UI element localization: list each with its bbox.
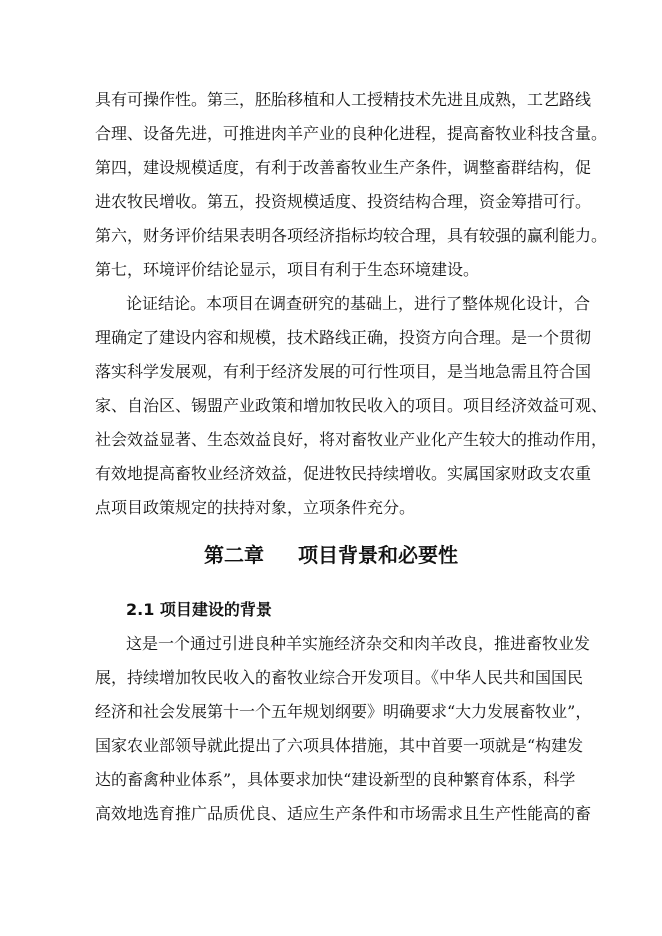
- text-line: 经济和社会发展第十一个五年规划纲要》明确要求“大力发展畜牧业”，: [95, 702, 592, 721]
- text-line: 国家农业部领导就此提出了六项具体措施，其中首要一项就是“构建发: [95, 736, 584, 755]
- section-heading: 2.1 项目建设的背景: [126, 600, 272, 619]
- text-line: 第七，环境评价结论显示，项目有利于生态环境建设。: [95, 260, 480, 279]
- text-line: 这是一个通过引进良种羊实施经济杂交和肉羊改良，推进畜牧业发: [126, 634, 591, 653]
- text-line: 具有可操作性。第三，胚胎移植和人工授精技术先进且成熟，工艺路线: [95, 90, 592, 109]
- text-line: 高效地选育推广品质优良、适应生产条件和市场需求且生产性能高的畜: [95, 804, 592, 823]
- text-line: 论证结论。本项目在调查研究的基础上，进行了整体规化设计，合: [126, 294, 591, 313]
- chapter-heading: [0, 542, 662, 568]
- text-line: 落实科学发展观，有利于经济发展的可行性项目，是当地急需且符合国: [95, 362, 592, 381]
- chapter-title: 项目背景和必要性: [298, 543, 458, 567]
- text-line: 合理、设备先进，可推进肉羊产业的良种化进程，提高畜牧业科技含量。: [95, 124, 608, 143]
- text-line: 社会效益显著、生态效益良好，将对畜牧业产业化产生较大的推动作用，: [95, 430, 608, 449]
- text-line: 第四，建设规模适度，有利于改善畜牧业生产条件，调整畜群结构，促: [95, 158, 592, 177]
- text-line: 家、自治区、锡盟产业政策和增加牧民收入的项目。项目经济效益可观、: [95, 396, 608, 415]
- text-line: 点项目政策规定的扶持对象，立项条件充分。: [95, 498, 416, 517]
- chapter-number: 第二章: [204, 543, 264, 567]
- text-line: 理确定了建设内容和规模，技术路线正确，投资方向合理。是一个贯彻: [95, 328, 592, 347]
- text-line: 第六，财务评价结果表明各项经济指标均较合理，具有较强的赢利能力。: [95, 226, 608, 245]
- text-line: 进农牧民增收。第五，投资规模适度、投资结构合理，资金筹措可行。: [95, 192, 592, 211]
- text-line: 展，持续增加牧民收入的畜牧业综合开发项目。《中华人民共和国国民: [95, 668, 584, 687]
- text-line: 达的畜禽种业体系”，具体要求加快“建设新型的良种繁育体系，科学: [95, 770, 576, 789]
- text-line: 有效地提高畜牧业经济效益，促进牧民持续增收。实属国家财政支农重: [95, 464, 592, 483]
